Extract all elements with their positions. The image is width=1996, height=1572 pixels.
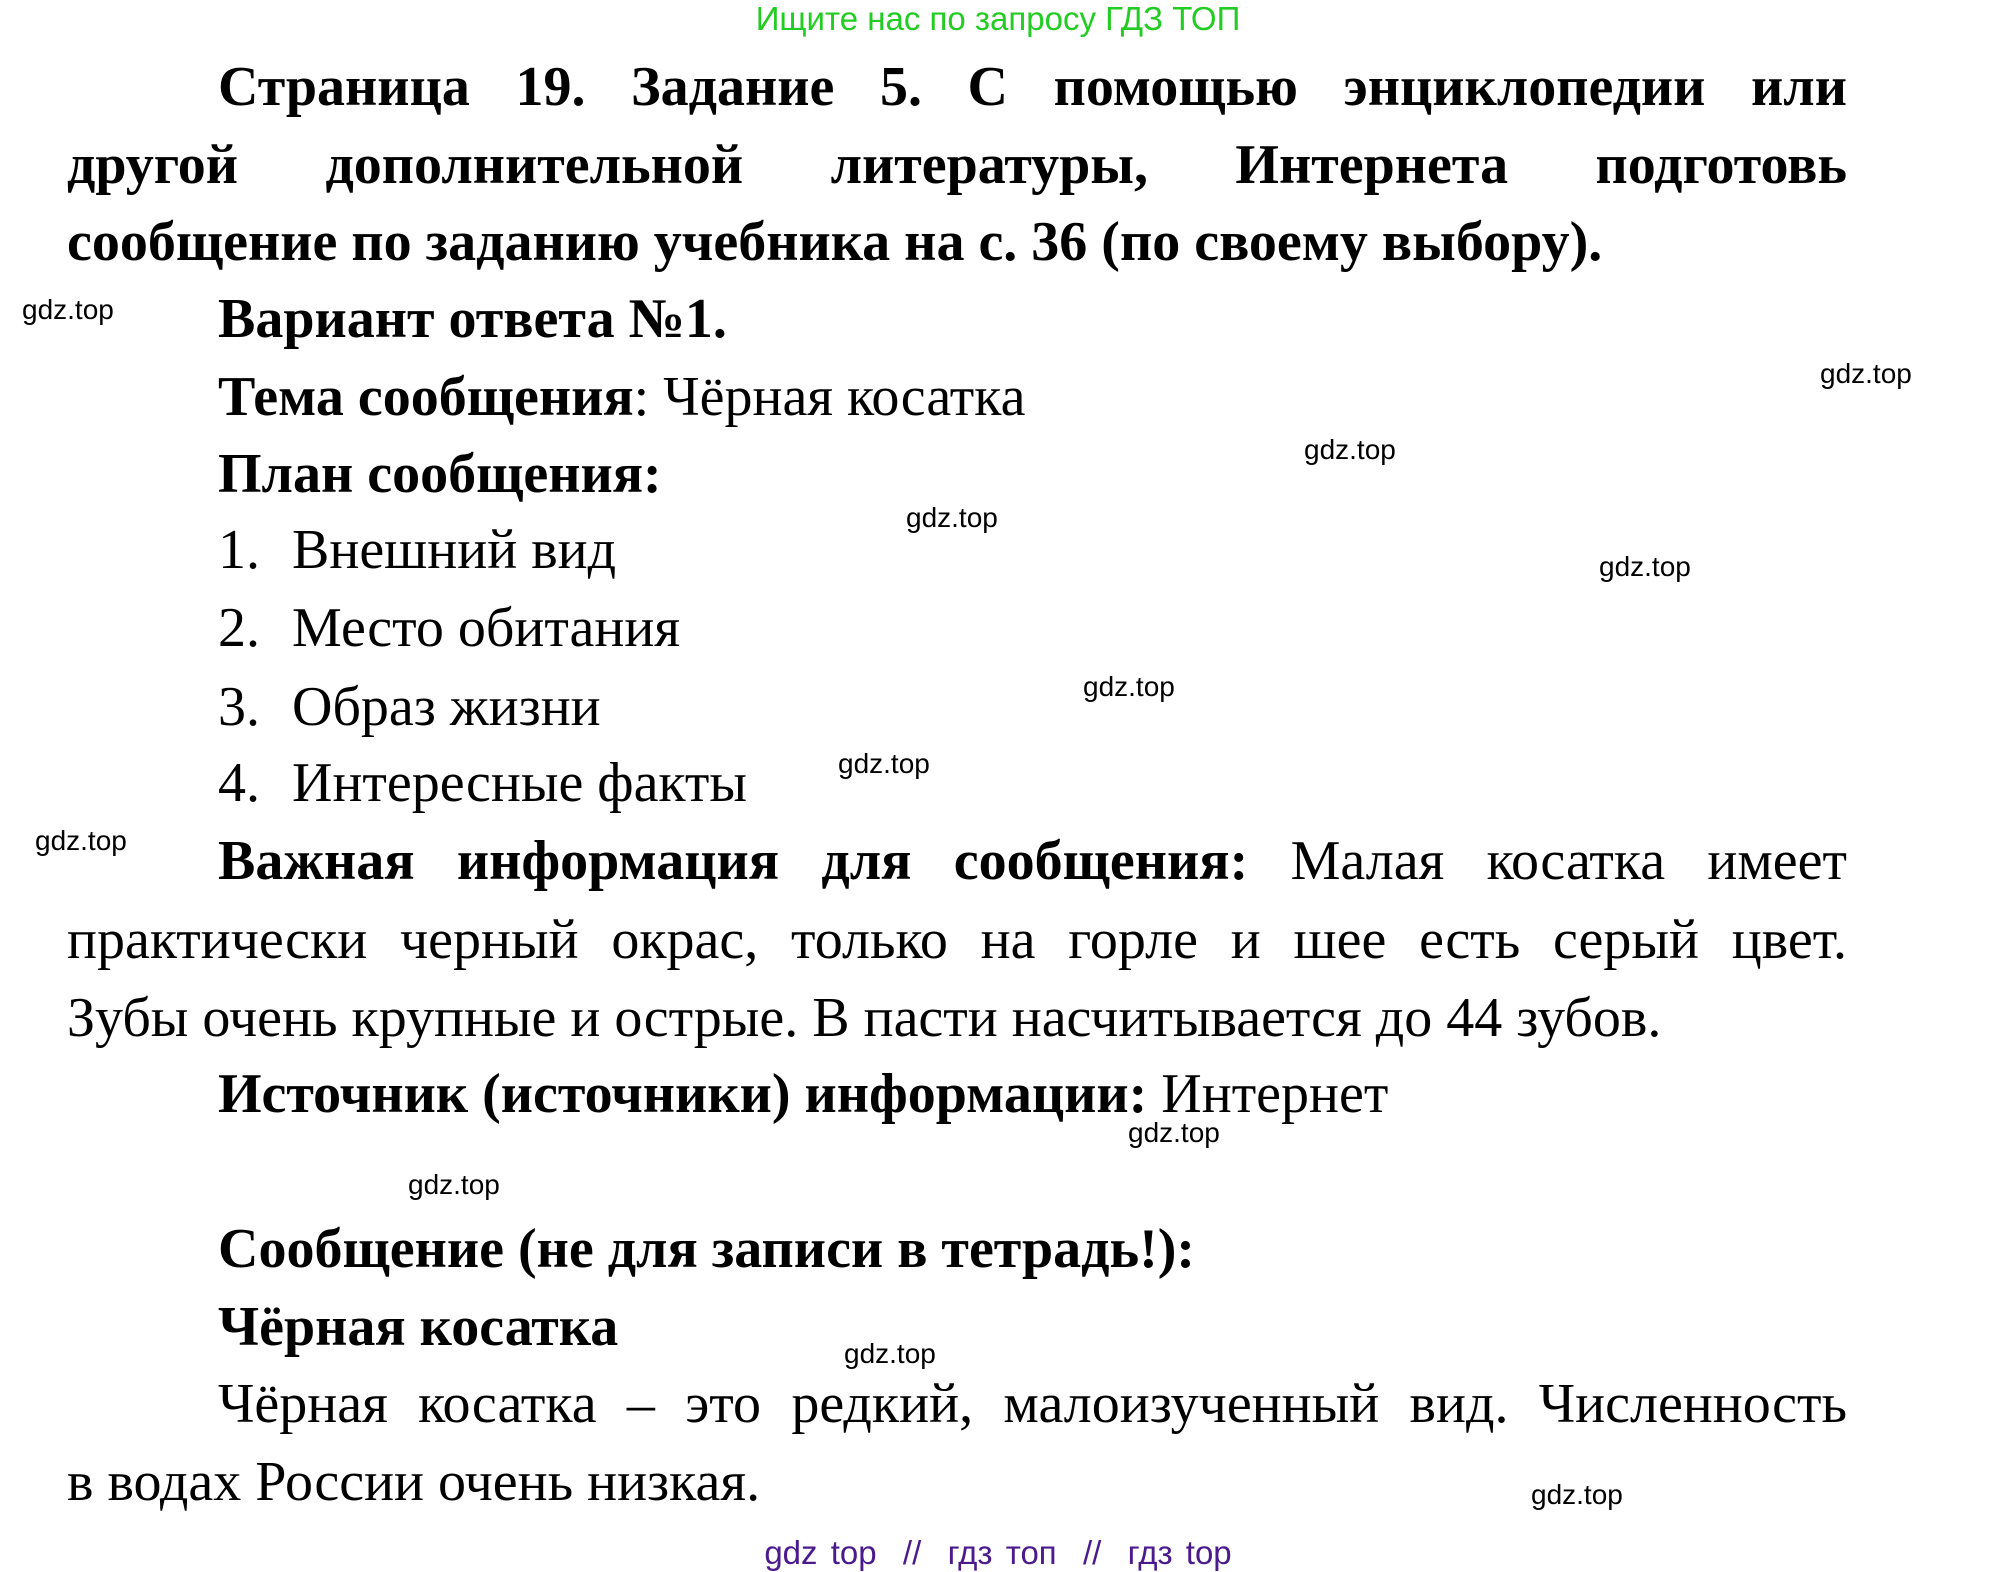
plan-item-text: Образ жизни: [292, 676, 601, 738]
topic-sep: :: [633, 366, 664, 428]
important-line-1: [218, 826, 1847, 896]
plan-item-text: Интересные факты: [292, 752, 747, 814]
watermark: gdz.top: [1599, 551, 1691, 582]
plan-item-number: 4.: [218, 752, 260, 814]
watermark: gdz.top: [22, 294, 114, 325]
watermark: gdz.top: [1083, 671, 1175, 702]
task-line-2: другой дополнительной литературы, Интернета подготовь: [67, 134, 1847, 196]
plan-item: [218, 672, 1847, 742]
topic-line: [218, 362, 1847, 432]
plan-item-number: 2.: [218, 597, 260, 659]
source-label: Источник (источники) информации:: [218, 1063, 1148, 1125]
watermark: gdz.top: [844, 1338, 936, 1369]
plan-heading: План сообщения:: [218, 443, 662, 505]
watermark: gdz.top: [1531, 1479, 1623, 1510]
watermark: gdz.top: [408, 1169, 500, 1200]
important-line-3: Зубы очень крупные и острые. В пасти насчитывается до 44 зубов.: [67, 987, 1662, 1049]
watermark: gdz.top: [906, 502, 998, 533]
message-line-2: в водах России очень низкая.: [67, 1451, 761, 1513]
message-title: Чёрная косатка: [218, 1296, 619, 1358]
watermark: gdz.top: [838, 748, 930, 779]
watermark: gdz.top: [1128, 1117, 1220, 1148]
message-line-1: Чёрная косатка – это редкий, малоизученный вид. Численность: [218, 1373, 1847, 1435]
source-value: Интернет: [1161, 1063, 1389, 1125]
plan-item-number: 3.: [218, 676, 260, 738]
watermark: gdz.top: [1820, 358, 1912, 389]
plan-item-text: Место обитания: [292, 597, 681, 659]
variant-heading: Вариант ответа №1.: [218, 288, 727, 350]
search-banner: Ищите нас по запросу ГДЗ ТОП: [755, 0, 1241, 37]
topic-value: Чёрная косатка: [663, 366, 1026, 428]
task-line-3: сообщение по заданию учебника на с. 36 (по своему выбору).: [67, 211, 1603, 273]
important-label: Важная информация для сообщения:: [218, 830, 1249, 892]
important-text-1: Малая косатка имеет: [1290, 830, 1847, 892]
source-line: [218, 1059, 1847, 1129]
watermark: gdz.top: [1304, 434, 1396, 465]
plan-item-number: 1.: [218, 519, 260, 581]
task-line-1: Страница 19. Задание 5. С помощью энциклопедии или: [218, 56, 1847, 118]
footer-watermark: gdz top // гдз топ // гдз top: [764, 1534, 1232, 1571]
plan-item: [218, 593, 1847, 663]
plan-item: [218, 748, 1847, 818]
topic-label: Тема сообщения: [218, 366, 634, 428]
plan-item-text: Внешний вид: [292, 519, 617, 581]
watermark: gdz.top: [35, 825, 127, 856]
message-heading: Сообщение (не для записи в тетрадь!):: [218, 1218, 1196, 1280]
important-line-2: практически черный окрас, только на горле и шее есть серый цвет.: [67, 909, 1847, 971]
